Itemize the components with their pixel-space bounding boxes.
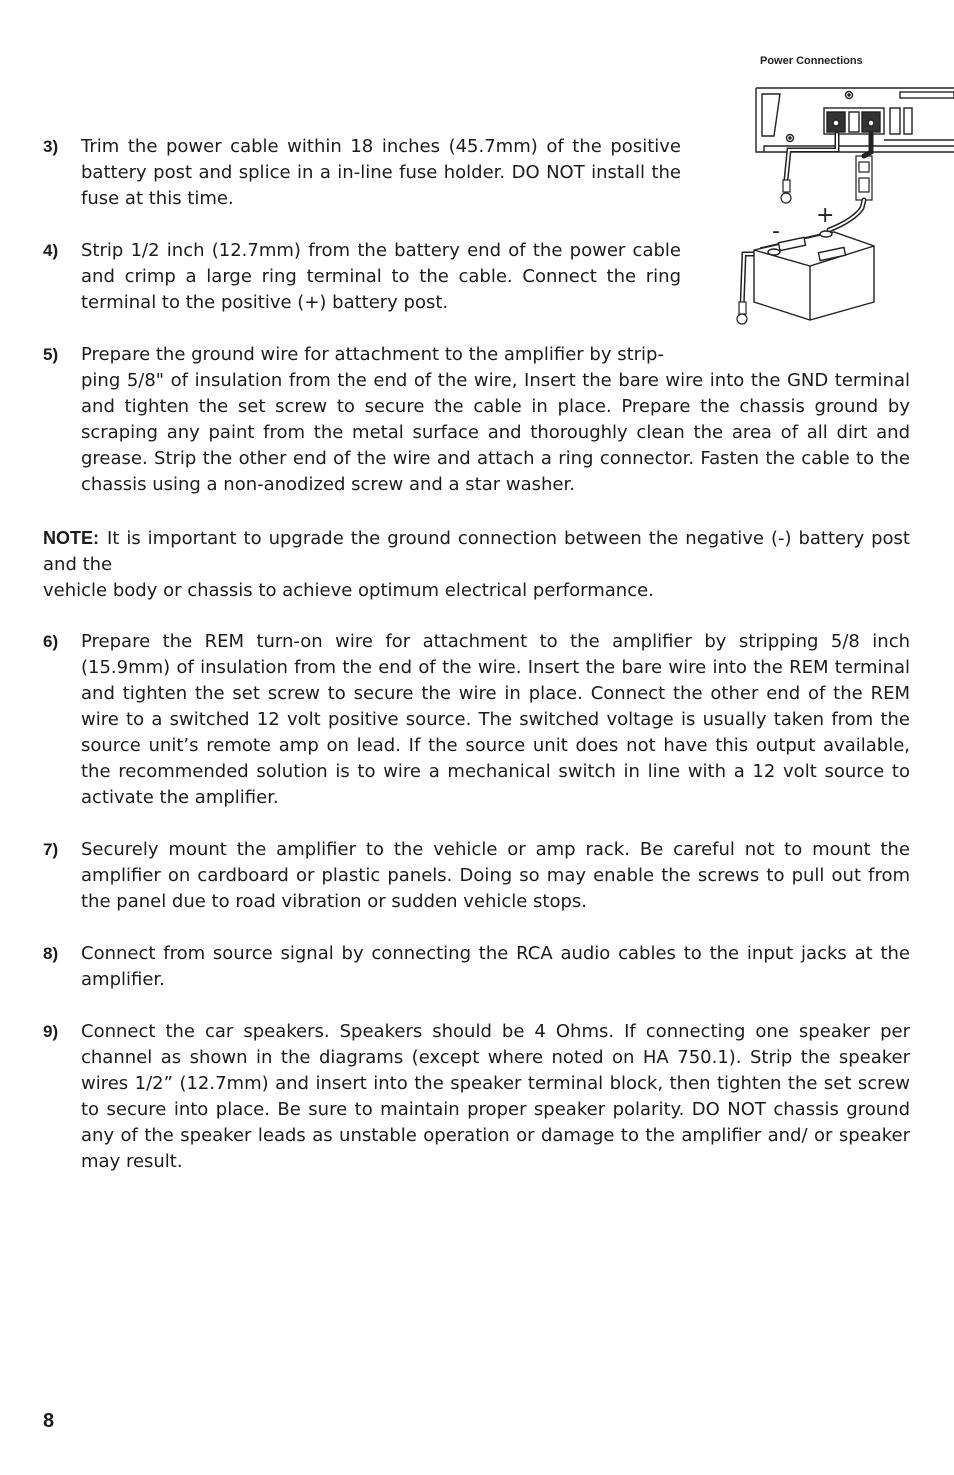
figure-caption: Power Connections <box>760 55 863 67</box>
step-9 <box>43 1019 910 1175</box>
step-number: 6) <box>43 632 59 651</box>
step-text: ping 5/8" of insulation from the end of the wire, Insert the bare wire into the GND terminal and tighten the set screw to secure the cable in place. Prepare the chassis ground by scraping any paint from the metal surface and thoroughly clean the area of all dirt and grease. Strip the other end of the wire and attach a ring connector. Fasten the cable to the chassis using a non-anodized screw and a star washer. <box>81 370 910 495</box>
step-number: 9) <box>43 1022 59 1041</box>
step-number: 3) <box>43 137 59 156</box>
step-number: 5) <box>43 345 59 364</box>
step-text: Connect the car speakers. Speakers should be 4 Ohms. If connecting one speaker per channel as shown in the diagrams (except where noted on HA 750.1). Strip the speaker wires 1/2” (12.7mm) and insert into the speaker terminal block, then tighten the set screw to secure into place. Be sure to maintain proper speaker polarity. DO NOT chassis ground any of the speaker leads as unstable operation or damage to the amplifier and/ or speaker may result. <box>81 1021 910 1172</box>
step-text: Trim the power cable within 18 inches (45.7mm) of the positive battery post and splice in a in-line fuse holder. DO NOT install the fuse at this time. <box>81 136 681 209</box>
note-label: NOTE: <box>43 528 99 548</box>
step-7 <box>43 837 910 915</box>
step-number: 4) <box>43 241 59 260</box>
positive-label: + <box>816 203 835 228</box>
step-3 <box>43 134 910 212</box>
note-text-line1: It is important to upgrade the ground connection between the negative (-) battery post and the <box>43 528 910 575</box>
step-number: 8) <box>43 944 59 963</box>
step-4 <box>43 238 910 316</box>
step-number: 7) <box>43 840 59 859</box>
page-number: 8 <box>43 1410 55 1432</box>
step-5 <box>43 342 910 498</box>
negative-label: - <box>772 219 780 244</box>
step-6 <box>43 629 910 811</box>
step-text: Strip 1/2 inch (12.7mm) from the battery end of the power cable and crimp a large ring terminal to the cable. Connect the ring terminal to the positive (+) battery post. <box>81 240 681 313</box>
step-text: Prepare the REM turn-on wire for attachment to the amplifier by stripping 5/8 inch (15.9mm) of insulation from the end of the wire. Insert the bare wire into the REM terminal and tighten the set screw to secure the wire in place. Connect the other end of the REM wire to a switched 12 volt positive source. The switched voltage is usually taken from the source unit’s remote amp on lead. If the source unit does not have this output available, the recommended solution is to wire a mechanical switch in line with a 12 volt source to activate the amplifier. <box>81 631 910 808</box>
step-text: Connect from source signal by connecting the RCA audio cables to the input jacks at the amplifier. <box>81 943 910 990</box>
step-text-first-line: Prepare the ground wire for attachment to the amplifier by strip- <box>81 344 664 365</box>
step-text: Securely mount the amplifier to the vehicle or amp rack. Be careful not to mount the amplifier on cardboard or plastic panels. Doing so may enable the screws to pull out from the panel due to road vibration or sudden vehicle stops. <box>81 839 910 912</box>
note-block <box>43 525 910 604</box>
step-8 <box>43 941 910 993</box>
note-text-line2: vehicle body or chassis to achieve optimum electrical performance. <box>43 580 654 601</box>
